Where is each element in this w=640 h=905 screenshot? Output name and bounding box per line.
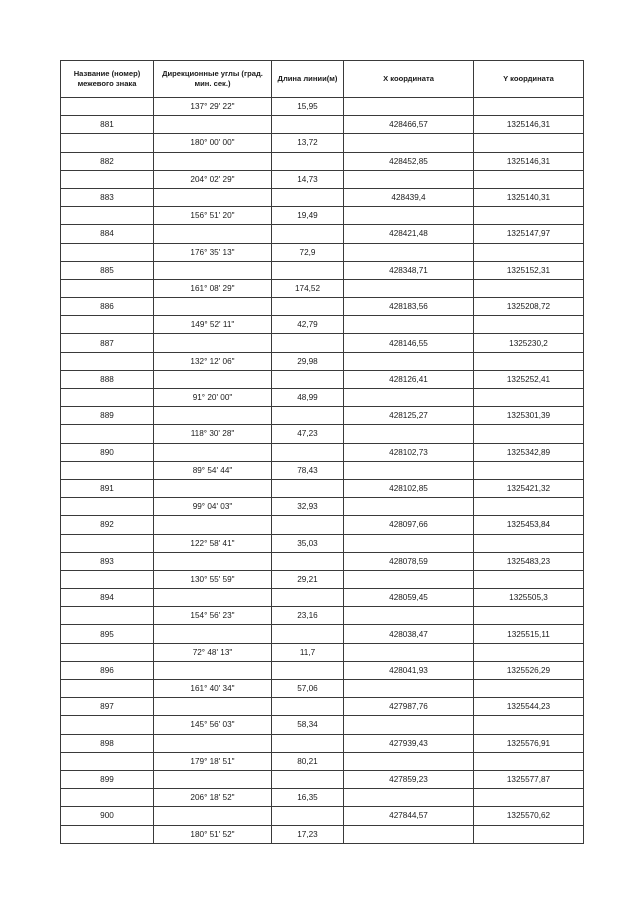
cell-y-coordinate [474, 825, 584, 843]
cell-x-coordinate [344, 680, 474, 698]
cell-y-coordinate: 1325146,31 [474, 116, 584, 134]
table-row [61, 789, 584, 807]
cell-direction-angle [154, 407, 272, 425]
table-row [61, 370, 584, 388]
cell-x-coordinate [344, 643, 474, 661]
cell-direction-angle: 132° 12' 06" [154, 352, 272, 370]
cell-direction-angle [154, 443, 272, 461]
cell-x-coordinate: 428452,85 [344, 152, 474, 170]
cell-line-length: 11,7 [272, 643, 344, 661]
cell-direction-angle [154, 225, 272, 243]
table-row [61, 389, 584, 407]
cell-x-coordinate [344, 316, 474, 334]
cell-line-length: 80,21 [272, 752, 344, 770]
cell-direction-angle [154, 589, 272, 607]
table-row [61, 661, 584, 679]
cell-marker-name [61, 98, 154, 116]
cell-marker-name: 897 [61, 698, 154, 716]
cell-x-coordinate: 428466,57 [344, 116, 474, 134]
cell-marker-name [61, 607, 154, 625]
cell-marker-name [61, 680, 154, 698]
cell-y-coordinate: 1325301,39 [474, 407, 584, 425]
table-row [61, 625, 584, 643]
table-row [61, 716, 584, 734]
cell-y-coordinate [474, 279, 584, 297]
cell-y-coordinate: 1325342,89 [474, 443, 584, 461]
cell-x-coordinate [344, 461, 474, 479]
cell-y-coordinate [474, 243, 584, 261]
table-row [61, 407, 584, 425]
cell-x-coordinate [344, 98, 474, 116]
cell-y-coordinate [474, 498, 584, 516]
cell-direction-angle [154, 188, 272, 206]
cell-line-length [272, 261, 344, 279]
cell-line-length [272, 661, 344, 679]
cell-marker-name: 890 [61, 443, 154, 461]
table-row [61, 807, 584, 825]
cell-direction-angle: 161° 40' 34" [154, 680, 272, 698]
table-row [61, 279, 584, 297]
table-row [61, 261, 584, 279]
cell-direction-angle [154, 734, 272, 752]
cell-x-coordinate [344, 752, 474, 770]
cell-marker-name [61, 243, 154, 261]
cell-marker-name [61, 789, 154, 807]
cell-y-coordinate: 1325146,31 [474, 152, 584, 170]
cell-direction-angle [154, 516, 272, 534]
cell-direction-angle [154, 770, 272, 788]
cell-y-coordinate [474, 170, 584, 188]
table-row [61, 170, 584, 188]
cell-direction-angle: 91° 20' 00" [154, 389, 272, 407]
cell-line-length [272, 298, 344, 316]
cell-x-coordinate: 428421,48 [344, 225, 474, 243]
cell-direction-angle: 99° 04' 03" [154, 498, 272, 516]
cell-marker-name: 881 [61, 116, 154, 134]
table-row [61, 243, 584, 261]
table-row [61, 479, 584, 497]
cell-marker-name [61, 134, 154, 152]
cell-marker-name: 882 [61, 152, 154, 170]
cell-y-coordinate: 1325208,72 [474, 298, 584, 316]
cell-direction-angle: 72° 48' 13" [154, 643, 272, 661]
cell-marker-name [61, 498, 154, 516]
cell-marker-name: 883 [61, 188, 154, 206]
cell-direction-angle [154, 479, 272, 497]
cell-x-coordinate: 428102,73 [344, 443, 474, 461]
cell-x-coordinate [344, 607, 474, 625]
cell-line-length: 42,79 [272, 316, 344, 334]
table-row [61, 607, 584, 625]
cell-x-coordinate [344, 425, 474, 443]
table-header-row [61, 61, 584, 98]
cell-y-coordinate: 1325147,97 [474, 225, 584, 243]
cell-marker-name: 886 [61, 298, 154, 316]
cell-marker-name [61, 461, 154, 479]
table-row [61, 680, 584, 698]
cell-marker-name: 884 [61, 225, 154, 243]
cell-y-coordinate [474, 643, 584, 661]
cell-line-length: 29,21 [272, 570, 344, 588]
cell-y-coordinate [474, 716, 584, 734]
cell-marker-name [61, 352, 154, 370]
table-row [61, 352, 584, 370]
cell-x-coordinate [344, 243, 474, 261]
table-row [61, 552, 584, 570]
cell-x-coordinate [344, 207, 474, 225]
cell-direction-angle [154, 807, 272, 825]
cell-line-length: 72,9 [272, 243, 344, 261]
header-y-coordinate: Y координата [474, 61, 584, 98]
cell-x-coordinate: 428038,47 [344, 625, 474, 643]
cell-direction-angle: 154° 56' 23" [154, 607, 272, 625]
cell-x-coordinate: 428097,66 [344, 516, 474, 534]
cell-x-coordinate: 427844,57 [344, 807, 474, 825]
cell-x-coordinate [344, 352, 474, 370]
cell-direction-angle: 180° 00' 00" [154, 134, 272, 152]
cell-direction-angle: 180° 51' 52" [154, 825, 272, 843]
table-row [61, 98, 584, 116]
cell-x-coordinate: 428348,71 [344, 261, 474, 279]
cell-line-length: 35,03 [272, 534, 344, 552]
cell-line-length [272, 152, 344, 170]
cell-line-length: 78,43 [272, 461, 344, 479]
cell-direction-angle: 161° 08' 29" [154, 279, 272, 297]
cell-line-length: 13,72 [272, 134, 344, 152]
table-row [61, 443, 584, 461]
cell-line-length: 58,34 [272, 716, 344, 734]
cell-y-coordinate: 1325140,31 [474, 188, 584, 206]
table-row [61, 316, 584, 334]
cell-y-coordinate [474, 789, 584, 807]
cell-marker-name [61, 534, 154, 552]
cell-line-length: 32,93 [272, 498, 344, 516]
table-row [61, 225, 584, 243]
cell-direction-angle [154, 698, 272, 716]
header-marker-name: Название (номер) межевого знака [61, 61, 154, 98]
cell-line-length: 23,16 [272, 607, 344, 625]
cell-y-coordinate: 1325570,62 [474, 807, 584, 825]
cell-marker-name: 889 [61, 407, 154, 425]
cell-direction-angle [154, 334, 272, 352]
cell-direction-angle: 204° 02' 29" [154, 170, 272, 188]
cell-y-coordinate: 1325544,23 [474, 698, 584, 716]
cell-y-coordinate: 1325453,84 [474, 516, 584, 534]
cell-x-coordinate: 428126,41 [344, 370, 474, 388]
table-row [61, 334, 584, 352]
table-row [61, 516, 584, 534]
cell-marker-name [61, 279, 154, 297]
cell-x-coordinate [344, 789, 474, 807]
cell-y-coordinate [474, 461, 584, 479]
cell-marker-name: 896 [61, 661, 154, 679]
cell-marker-name [61, 716, 154, 734]
cell-y-coordinate: 1325252,41 [474, 370, 584, 388]
cell-y-coordinate [474, 98, 584, 116]
cell-y-coordinate: 1325230,2 [474, 334, 584, 352]
table-row [61, 498, 584, 516]
table-row [61, 188, 584, 206]
cell-x-coordinate: 428439,4 [344, 188, 474, 206]
cell-marker-name [61, 316, 154, 334]
cell-direction-angle [154, 152, 272, 170]
cell-x-coordinate: 428102,85 [344, 479, 474, 497]
table-row [61, 298, 584, 316]
cell-x-coordinate [344, 825, 474, 843]
cell-marker-name: 888 [61, 370, 154, 388]
table-row [61, 207, 584, 225]
cell-marker-name: 887 [61, 334, 154, 352]
cell-y-coordinate [474, 534, 584, 552]
table-row [61, 643, 584, 661]
cell-line-length: 17,23 [272, 825, 344, 843]
cell-direction-angle: 176° 35' 13" [154, 243, 272, 261]
cell-x-coordinate: 427987,76 [344, 698, 474, 716]
cell-line-length: 14,73 [272, 170, 344, 188]
table-row [61, 570, 584, 588]
cell-marker-name: 895 [61, 625, 154, 643]
cell-y-coordinate: 1325577,87 [474, 770, 584, 788]
cell-direction-angle: 156° 51' 20" [154, 207, 272, 225]
cell-x-coordinate: 428183,56 [344, 298, 474, 316]
cell-marker-name [61, 825, 154, 843]
cell-line-length: 57,06 [272, 680, 344, 698]
cell-y-coordinate [474, 680, 584, 698]
cell-direction-angle [154, 370, 272, 388]
table-row [61, 770, 584, 788]
cell-x-coordinate [344, 570, 474, 588]
table-row [61, 698, 584, 716]
cell-x-coordinate: 428146,55 [344, 334, 474, 352]
cell-direction-angle: 130° 55' 59" [154, 570, 272, 588]
cell-y-coordinate [474, 607, 584, 625]
table-row [61, 752, 584, 770]
cell-x-coordinate [344, 279, 474, 297]
header-x-coordinate: X координата [344, 61, 474, 98]
cell-marker-name [61, 389, 154, 407]
cell-direction-angle [154, 552, 272, 570]
cell-line-length [272, 479, 344, 497]
cell-direction-angle [154, 298, 272, 316]
cell-line-length [272, 443, 344, 461]
cell-line-length: 174,52 [272, 279, 344, 297]
cell-y-coordinate: 1325515,11 [474, 625, 584, 643]
table-row [61, 116, 584, 134]
cell-direction-angle: 149° 52' 11" [154, 316, 272, 334]
cell-marker-name: 891 [61, 479, 154, 497]
table-body [61, 98, 584, 844]
cell-direction-angle [154, 661, 272, 679]
table-row [61, 734, 584, 752]
cell-line-length [272, 188, 344, 206]
cell-marker-name [61, 752, 154, 770]
cell-direction-angle: 137° 29' 22" [154, 98, 272, 116]
cell-y-coordinate [474, 207, 584, 225]
cell-x-coordinate: 428125,27 [344, 407, 474, 425]
cell-marker-name [61, 643, 154, 661]
cell-direction-angle: 179° 18' 51" [154, 752, 272, 770]
cell-x-coordinate [344, 534, 474, 552]
cell-y-coordinate [474, 389, 584, 407]
cell-line-length: 16,35 [272, 789, 344, 807]
cell-x-coordinate: 428059,45 [344, 589, 474, 607]
cell-marker-name: 894 [61, 589, 154, 607]
cell-marker-name: 885 [61, 261, 154, 279]
cell-marker-name [61, 425, 154, 443]
header-direction-angle: Дирекционные углы (град. мин. сек.) [154, 61, 272, 98]
table-row [61, 461, 584, 479]
cell-x-coordinate [344, 134, 474, 152]
cell-y-coordinate [474, 570, 584, 588]
cell-marker-name [61, 207, 154, 225]
cell-direction-angle: 145° 56' 03" [154, 716, 272, 734]
cell-line-length [272, 225, 344, 243]
cell-y-coordinate: 1325483,23 [474, 552, 584, 570]
cell-line-length [272, 770, 344, 788]
cell-y-coordinate: 1325505,3 [474, 589, 584, 607]
cell-marker-name [61, 570, 154, 588]
cell-line-length [272, 589, 344, 607]
cell-x-coordinate [344, 716, 474, 734]
cell-y-coordinate [474, 425, 584, 443]
cell-y-coordinate: 1325421,32 [474, 479, 584, 497]
table-row [61, 534, 584, 552]
table-row [61, 425, 584, 443]
cell-marker-name [61, 170, 154, 188]
cell-line-length [272, 370, 344, 388]
cell-x-coordinate: 427859,23 [344, 770, 474, 788]
cell-marker-name: 893 [61, 552, 154, 570]
cell-direction-angle [154, 625, 272, 643]
cell-y-coordinate: 1325526,29 [474, 661, 584, 679]
cell-line-length [272, 516, 344, 534]
cell-line-length [272, 625, 344, 643]
table-row [61, 825, 584, 843]
cell-y-coordinate: 1325576,91 [474, 734, 584, 752]
cell-marker-name: 892 [61, 516, 154, 534]
cell-marker-name: 900 [61, 807, 154, 825]
cell-y-coordinate [474, 752, 584, 770]
cell-line-length: 47,23 [272, 425, 344, 443]
cell-line-length: 15,95 [272, 98, 344, 116]
cell-line-length: 19,49 [272, 207, 344, 225]
cell-line-length [272, 552, 344, 570]
cell-x-coordinate [344, 389, 474, 407]
cell-x-coordinate [344, 498, 474, 516]
header-line-length: Длина линии(м) [272, 61, 344, 98]
cell-direction-angle: 118° 30' 28" [154, 425, 272, 443]
cell-line-length [272, 698, 344, 716]
coordinates-table [60, 60, 584, 844]
cell-line-length [272, 116, 344, 134]
cell-marker-name: 899 [61, 770, 154, 788]
table-row [61, 589, 584, 607]
cell-line-length [272, 807, 344, 825]
cell-x-coordinate [344, 170, 474, 188]
cell-y-coordinate [474, 316, 584, 334]
table-row [61, 152, 584, 170]
cell-direction-angle [154, 116, 272, 134]
table-row [61, 134, 584, 152]
cell-y-coordinate: 1325152,31 [474, 261, 584, 279]
cell-line-length: 48,99 [272, 389, 344, 407]
cell-direction-angle: 122° 58' 41" [154, 534, 272, 552]
cell-x-coordinate: 427939,43 [344, 734, 474, 752]
cell-line-length [272, 334, 344, 352]
cell-line-length: 29,98 [272, 352, 344, 370]
cell-direction-angle: 89° 54' 44" [154, 461, 272, 479]
cell-line-length [272, 407, 344, 425]
cell-x-coordinate: 428041,93 [344, 661, 474, 679]
cell-y-coordinate [474, 352, 584, 370]
cell-y-coordinate [474, 134, 584, 152]
cell-line-length [272, 734, 344, 752]
cell-x-coordinate: 428078,59 [344, 552, 474, 570]
cell-direction-angle: 206° 18' 52" [154, 789, 272, 807]
cell-marker-name: 898 [61, 734, 154, 752]
cell-direction-angle [154, 261, 272, 279]
